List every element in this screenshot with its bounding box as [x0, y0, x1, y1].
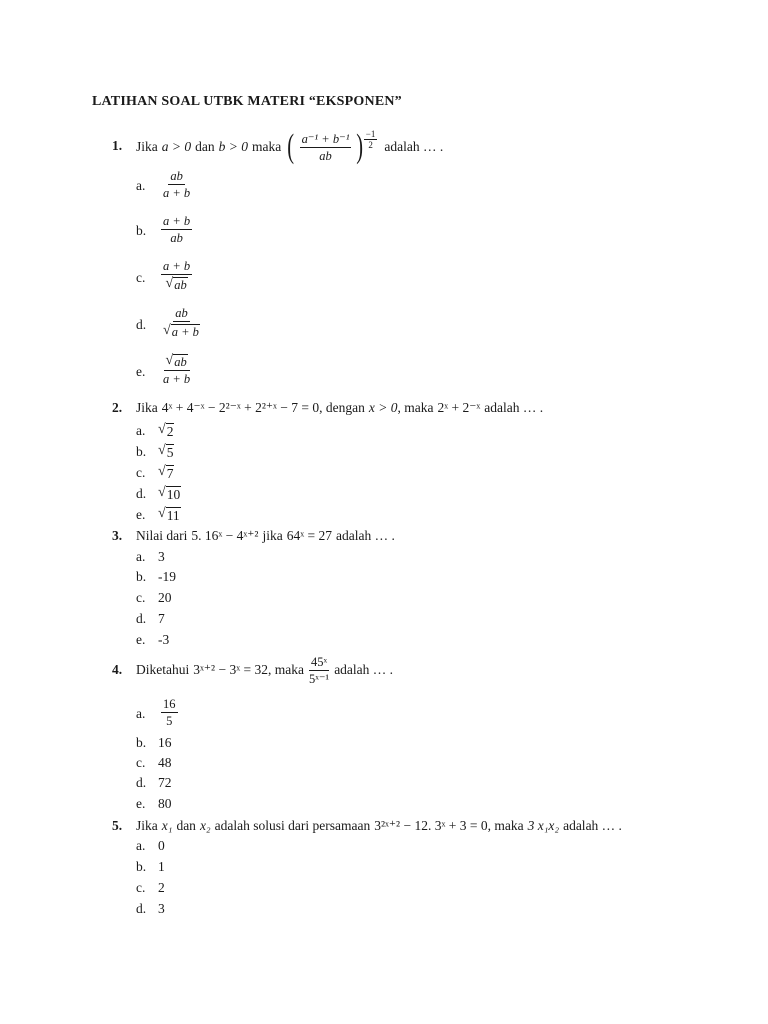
option-letter: a.	[136, 178, 146, 193]
question-text: adalah … .	[563, 818, 622, 833]
option-3b[interactable]	[0, 569, 768, 587]
variable-x2: x₂	[199, 818, 211, 833]
option-5d[interactable]	[0, 901, 768, 919]
question-1	[0, 128, 768, 165]
option-1e[interactable]	[0, 352, 768, 390]
option-value: 11	[166, 508, 180, 523]
option-4e[interactable]	[0, 796, 768, 814]
numerator: a⁻¹ + b⁻¹	[301, 131, 350, 146]
option-letter: d.	[136, 775, 147, 790]
option-3d[interactable]	[0, 611, 768, 629]
option-letter: c.	[136, 270, 146, 285]
fraction	[161, 352, 192, 387]
denominator: 5	[166, 714, 173, 728]
option-2e[interactable]	[0, 505, 768, 525]
condition-a: a > 0	[161, 139, 192, 154]
exponent-denominator: 2	[368, 139, 373, 150]
question-5	[0, 818, 768, 836]
question-4	[0, 652, 768, 688]
fraction	[161, 305, 202, 340]
expression: 3 x₁x₂	[527, 818, 560, 833]
option-value: -19	[158, 569, 176, 584]
numerator: ab	[174, 355, 187, 369]
equation: 3²ˣ⁺² − 12. 3ˣ + 3 = 0	[374, 818, 488, 833]
sqrt: √ 11	[158, 506, 180, 523]
option-value: 72	[158, 775, 172, 790]
option-value: 7	[166, 466, 174, 481]
denominator: ab	[174, 278, 187, 292]
sqrt: √ 7	[158, 464, 174, 481]
sqrt: √ 5	[158, 443, 174, 460]
question-text: Jika	[136, 139, 158, 154]
sqrt: √ ab	[165, 353, 187, 369]
option-letter: c.	[136, 755, 146, 770]
page-title: LATIHAN SOAL UTBK MATERI “EKSPONEN”	[92, 94, 402, 109]
fraction	[300, 131, 352, 164]
option-4a[interactable]	[0, 696, 768, 732]
option-value: 5	[166, 445, 174, 460]
option-letter: e.	[136, 507, 146, 522]
question-text: , maka	[267, 662, 304, 677]
question-text: adalah … .	[384, 139, 444, 154]
option-4c[interactable]	[0, 755, 768, 773]
option-value: 20	[158, 590, 172, 605]
option-letter: e.	[136, 364, 146, 379]
question-text: jika	[262, 528, 283, 543]
question-text: adalah … .	[484, 400, 544, 415]
expression	[285, 130, 380, 164]
question-text: adalah solusi dari persamaan	[214, 818, 371, 833]
condition-x: x > 0	[368, 400, 398, 415]
left-paren: (	[287, 128, 295, 165]
option-letter: b.	[136, 223, 147, 238]
denominator: ab	[170, 231, 183, 245]
denominator: a + b	[163, 186, 191, 200]
option-letter: b.	[136, 859, 147, 874]
question-text: , maka	[397, 400, 434, 415]
exponent-fraction	[364, 129, 378, 150]
option-5c[interactable]	[0, 880, 768, 898]
option-letter: b.	[136, 444, 147, 459]
option-2b[interactable]	[0, 442, 768, 462]
option-2a[interactable]	[0, 421, 768, 441]
option-1c[interactable]	[0, 258, 768, 296]
fraction	[161, 696, 178, 729]
question-text: , dengan	[319, 400, 365, 415]
exponent-numerator: −1	[365, 128, 376, 139]
option-value: 48	[158, 755, 172, 770]
option-value: 1	[158, 859, 165, 874]
expression: 2ˣ + 2⁻ˣ	[437, 400, 481, 415]
question-text: Diketahui	[136, 662, 190, 677]
option-value: 3	[158, 549, 165, 564]
numerator: ab	[170, 169, 183, 183]
question-number: 4.	[112, 662, 123, 677]
option-3a[interactable]	[0, 549, 768, 567]
question-number: 3.	[112, 528, 123, 543]
option-letter: b.	[136, 735, 147, 750]
fraction	[161, 258, 192, 293]
question-text: Nilai dari	[136, 528, 188, 543]
question-number: 5.	[112, 818, 123, 833]
question-text: adalah … .	[335, 528, 395, 543]
option-letter: c.	[136, 880, 146, 895]
option-value: 80	[158, 796, 172, 811]
option-5a[interactable]	[0, 838, 768, 856]
numerator: a + b	[163, 259, 191, 273]
option-2d[interactable]	[0, 484, 768, 504]
option-letter: e.	[136, 796, 146, 811]
variable-x1: x₁	[161, 818, 173, 833]
question-number: 2.	[112, 400, 123, 415]
option-4b[interactable]	[0, 735, 768, 753]
equation: 3ˣ⁺² − 3ˣ = 32	[193, 662, 268, 677]
question-text: Jika	[136, 400, 158, 415]
option-value: -3	[158, 632, 170, 647]
question-text: , maka	[487, 818, 524, 833]
option-letter: a.	[136, 838, 146, 853]
expression: 5. 16ˣ − 4ˣ⁺²	[191, 528, 259, 543]
question-text: Jika	[136, 818, 158, 833]
denominator: a + b	[163, 372, 191, 386]
option-letter: e.	[136, 632, 146, 647]
denominator: 5ˣ⁻¹	[308, 671, 330, 686]
option-4d[interactable]	[0, 775, 768, 793]
option-value: 2	[158, 880, 165, 895]
option-letter: b.	[136, 569, 147, 584]
option-value: 3	[158, 901, 165, 916]
option-value: 0	[158, 838, 165, 853]
question-text: adalah … .	[334, 662, 394, 677]
option-letter: d.	[136, 486, 147, 501]
fraction	[161, 168, 192, 201]
sqrt: √ a + b	[163, 323, 199, 339]
option-2c[interactable]	[0, 463, 768, 483]
numerator: ab	[175, 306, 188, 320]
option-letter: a.	[136, 423, 146, 438]
option-value: 16	[158, 735, 172, 750]
option-letter: c.	[136, 465, 146, 480]
equation: 4ˣ + 4⁻ˣ − 2²⁻ˣ + 2²⁺ˣ − 7 = 0	[161, 400, 320, 415]
question-3	[0, 528, 768, 546]
option-3c[interactable]	[0, 590, 768, 608]
numerator: 45ˣ	[311, 654, 328, 669]
fraction	[307, 654, 331, 687]
option-3e[interactable]	[0, 632, 768, 650]
fraction	[161, 213, 192, 246]
sqrt: √ ab	[165, 276, 187, 292]
option-letter: d.	[136, 611, 147, 626]
option-1a[interactable]	[0, 168, 768, 204]
numerator: a + b	[163, 214, 191, 228]
denominator: a + b	[171, 325, 199, 339]
question-text: dan	[176, 818, 196, 833]
condition: 64ˣ = 27	[286, 528, 332, 543]
denominator: ab	[319, 148, 332, 163]
sqrt: √ 2	[158, 422, 174, 439]
question-text: maka	[252, 139, 282, 154]
option-1b[interactable]	[0, 213, 768, 249]
option-letter: a.	[136, 549, 146, 564]
option-letter: d.	[136, 901, 147, 916]
question-number: 1.	[112, 138, 123, 153]
option-value: 2	[166, 424, 174, 439]
sqrt: √ 10	[158, 485, 181, 502]
option-letter: a.	[136, 706, 146, 721]
question-2	[0, 400, 768, 418]
right-paren: )	[356, 128, 364, 165]
condition-b: b > 0	[218, 139, 248, 154]
question-text: dan	[195, 139, 215, 154]
option-letter: c.	[136, 590, 146, 605]
option-letter: d.	[136, 317, 147, 332]
option-1d[interactable]	[0, 305, 768, 343]
option-value: 7	[158, 611, 165, 626]
numerator: 16	[163, 697, 176, 711]
option-5b[interactable]	[0, 859, 768, 877]
option-value: 10	[166, 487, 181, 502]
